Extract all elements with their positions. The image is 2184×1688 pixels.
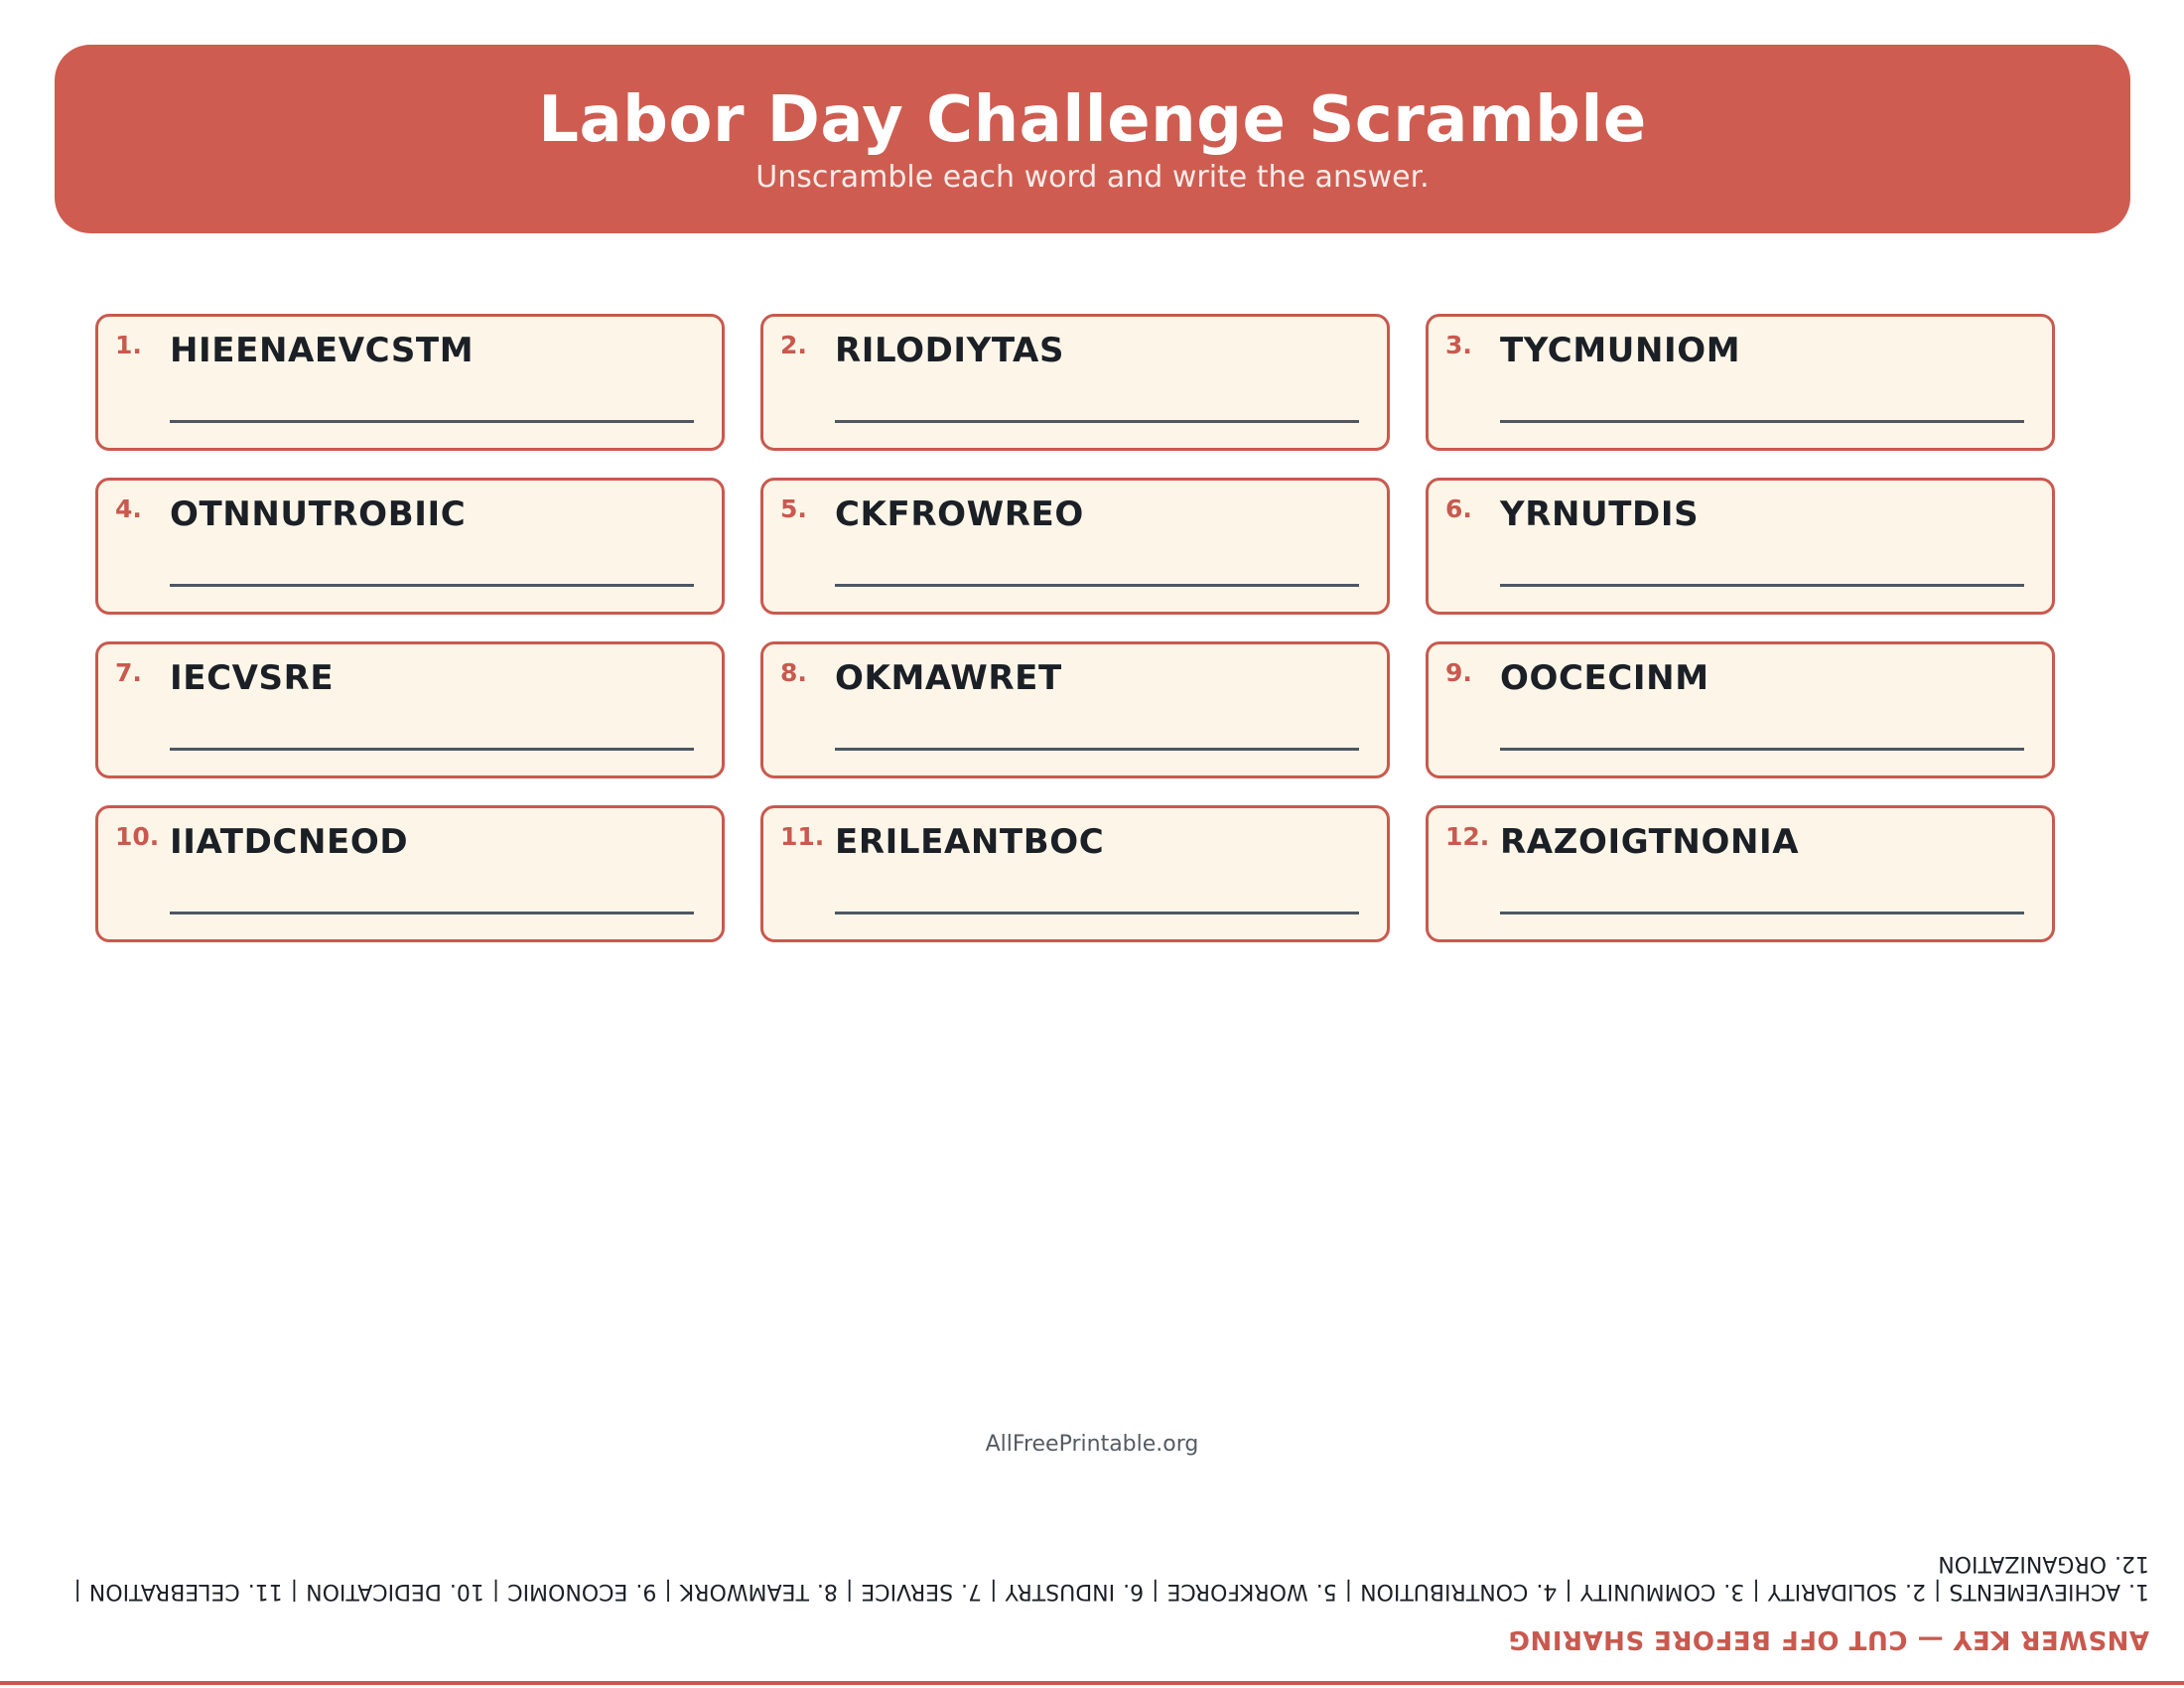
scrambled-word: OTNNUTROBIIC [170,494,467,534]
puzzle-card-8 [760,641,1390,778]
scrambled-word: CKFROWREO [835,494,1084,534]
puzzle-number: 6. [1445,494,1472,523]
answer-line [1500,748,2024,751]
puzzle-card-12 [1426,805,2055,942]
scrambled-word: IECVSRE [170,658,335,698]
scrambled-word: RILODIYTAS [835,331,1065,370]
scrambled-word: ERILEANTBOC [835,822,1105,862]
scrambled-word: TYCMUNIOM [1500,331,1741,370]
puzzle-number: 9. [1445,658,1472,687]
puzzle-number: 11. [780,822,825,851]
scrambled-word: HIEENAEVCSTM [170,331,475,370]
puzzle-number: 2. [780,331,807,359]
answer-line [1500,912,2024,914]
answer-key-list: 1. ACHIEVEMENTS | 2. SOLIDARITY | 3. COMMUNITY | 4. CONTRIBUTION | 5. WORKFORCE | 6. INDUSTRY | 7. SERVICE | 8. TEAMWORK | 9. ECONOMIC | 10. DEDICATION | 11. CELEBRATION | 12. ORGANIZATION [73,1551,2149,1604]
puzzle-card-11 [760,805,1390,942]
puzzle-card-7 [95,641,725,778]
answer-key-title: ANSWER KEY — CUT OFF BEFORE SHARING [1508,1624,2149,1654]
puzzle-number: 8. [780,658,807,687]
answer-line [835,584,1359,587]
scrambled-word: OKMAWRET [835,658,1062,698]
bottom-divider [0,1681,2184,1685]
answer-line [170,912,694,914]
puzzle-number: 5. [780,494,807,523]
answer-line [170,584,694,587]
puzzle-card-10 [95,805,725,942]
puzzle-card-3 [1426,314,2055,451]
site-credit: AllFreePrintable.org [985,1432,1199,1457]
puzzle-number: 12. [1445,822,1490,851]
puzzle-card-5 [760,478,1390,615]
answer-line [835,748,1359,751]
puzzle-number: 1. [115,331,142,359]
answer-line [170,420,694,423]
answer-line [1500,420,2024,423]
answer-key-upside-down [60,1551,2149,1654]
answer-line [1500,584,2024,587]
puzzle-card-2 [760,314,1390,451]
puzzle-number: 4. [115,494,142,523]
puzzle-card-1 [95,314,725,451]
answer-line [835,420,1359,423]
puzzle-number: 10. [115,822,160,851]
scrambled-word: IIATDCNEOD [170,822,409,862]
puzzle-number: 7. [115,658,142,687]
worksheet-subtitle: Unscramble each word and write the answer. [755,160,1430,195]
puzzle-card-4 [95,478,725,615]
puzzle-card-6 [1426,478,2055,615]
puzzle-card-9 [1426,641,2055,778]
answer-line [835,912,1359,914]
puzzle-number: 3. [1445,331,1472,359]
worksheet-header [55,45,2130,233]
puzzle-grid [95,314,2055,942]
scrambled-word: OOCECINM [1500,658,1709,698]
scrambled-word: RAZOIGTNONIA [1500,822,1800,862]
answer-line [170,748,694,751]
scrambled-word: YRNUTDIS [1500,494,1700,534]
worksheet-title: Labor Day Challenge Scramble [538,83,1647,157]
